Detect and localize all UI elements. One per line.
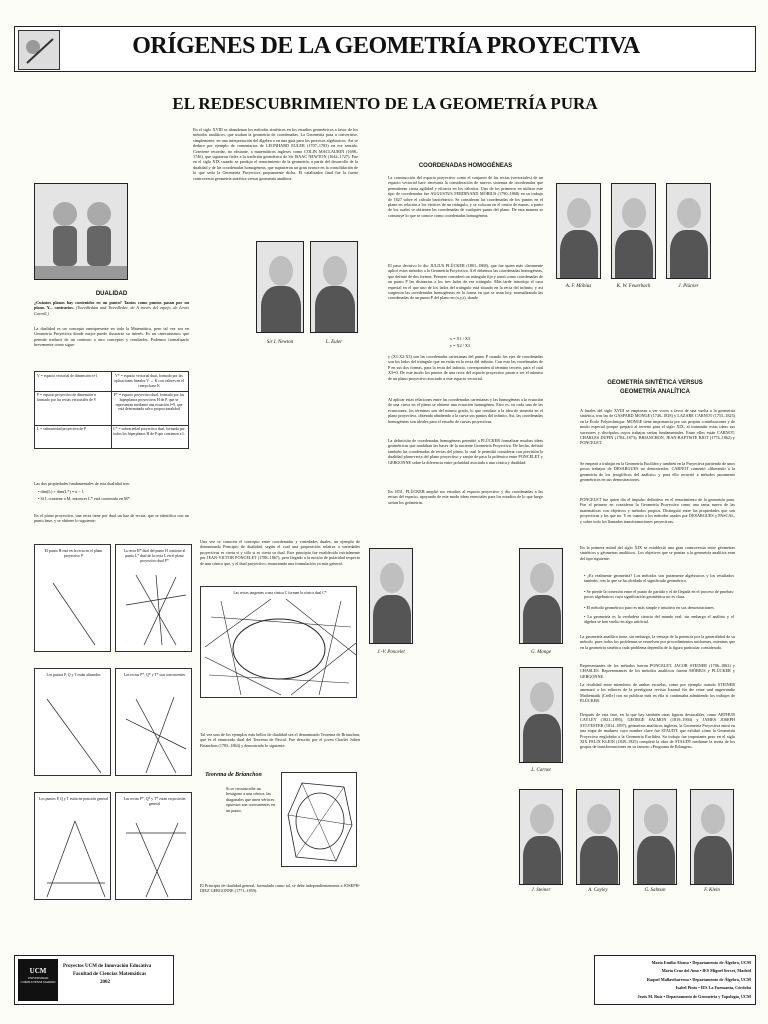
brianchon-diagram: [281, 772, 357, 867]
caption-salmon: G. Salmon: [644, 888, 666, 893]
homog-p2: El paso decisivo lo dio JULIUS PLÜCKER (1801–1868), que fue quien más claramente aplicó estos métodos a la Geometría Proyectiva. A él debemos las coordenadas homogéneas, que definió de dos formas. Primero consideró un triángulo fijo y tomó como coordenadas de un punto P las distancias a los tres lados de ese triángulo. Más tarde introdujo el caso especial en el que uno de los lados del triángulo está situado en la recta del infinito, y así surgieron las coordenadas homogéneas en la forma en que se usan hoy, normalizando las coordenadas de un punto P del plano en (x,y,t), donde: [388, 263, 543, 301]
credit-line: María Emilia Alonso • Departamento de Álgebra, UCM: [651, 960, 751, 965]
dual-diagram-caption: El punto H está en la recta en el plano proyectivo P: [44, 549, 103, 558]
duality-table-row: [35, 391, 188, 426]
portrait-klein: [690, 789, 734, 885]
ucm-logo-text: UCM: [29, 967, 47, 975]
brianchon-text: Si se circunscribe un hexágono a una cónica, las diagonales que unen vértices opuestos son concurrentes en un punto.: [226, 786, 275, 813]
synthetic-heading-1: GEOMETRÍA SINTÉTICA VERSUS: [607, 380, 703, 386]
synthetic-bullet-1: • ¿Es realmente geometría? Los métodos son puramente algebraicos y los resultados también, con lo que se ha olvidado el significado geométrico.: [584, 573, 734, 584]
duality-table-row: [35, 425, 188, 449]
portrait-newton: [256, 241, 304, 333]
tangent-caption: Las rectas tangentes a una cónica C forman la cónica dual C*: [233, 591, 327, 595]
dual-diagram-caption: Los puntos P, Q y T están en posición general: [38, 797, 109, 801]
duality-table-row: [35, 372, 188, 392]
page-title: ORÍGENES DE LA GEOMETRÍA PROYECTIVA: [132, 33, 640, 59]
duality-question: [34, 300, 189, 316]
duality-example: En el plano proyectivo, una recta tiene por dual un haz de rectas, que se identifica con un punto base, y se obtiene lo siguiente:: [34, 513, 189, 524]
homog-heading: COORDENADAS HOMOGÉNEAS: [418, 163, 513, 169]
synthetic-p8: Después de esta fase, en la que hay también otras figuras destacables, como ARTHUR CAYLEY (1821–1895), GEORGE SALMON (1819–1904) y JAMES JOSEPH SYLVESTER (1814–1897), geómetras analíticos ingleses, la Geometría Proyectiva entró en una etapa de madurez cuyo nombre clave fue STAUDT, que exhibió cómo la Geometría Proyectiva englobaba a la Geometría Euclídea. Su trabajo fue importante pero en el siglo XIX FELIX KLEIN (1849–1925) completó la obra de STAUDT mediante la teoría de los grupos de transformaciones en su famoso «Programa de Erlangen».: [580, 712, 735, 750]
diagram-line: [47, 821, 75, 897]
middle-text-2: Tal vez uno de los ejemplos más bellos de dualidad sea el denominado Teorema de Brianchon, que es el enunciado dual del Teorema de Pascal. Fue descrito por el joven Charles Julien Brianchon (1783–1864) y demostrado lo siguiente:: [200, 732, 360, 748]
dual-diagram-caption: Los puntos P, Q y T están alineados: [46, 673, 101, 677]
dual-diagram-right: [115, 668, 192, 776]
dual-diagram-caption: Las rectas P*, Q* y T* son concurrentes: [123, 673, 186, 677]
caption-newton: Sir I. Newton: [266, 340, 294, 345]
portrait-plucker: [666, 183, 711, 279]
synthetic-p2: Se empezó a trabajar en la Geometría Euclídea y también en la Proyectiva partiendo de unos pocos trabajos de DESARGUES no demostrados. CARNOT comentó «liberando a la geometría de los jeroglíficos del análisis» y para ello recurrió a métodos puramente geométricos en sus demostraciones.: [580, 461, 735, 483]
duality-table-cell: L = subvariedad proyectiva de P: [37, 427, 87, 431]
synthetic-heading-2: GEOMETRÍA ANALÍTICA: [620, 389, 690, 395]
diagram-line: [126, 595, 186, 605]
brianchon-svg: [282, 773, 358, 868]
caption-plucker: J. Plücker: [678, 284, 699, 289]
synthetic-p5: La geometría analítica tiene, sin embargo, la ventaja de la potencia por la generalidad de su método, pues todos los problemas se resuelven por procedimientos uniformes, mientras que en la geometría sintética cada problema dependía de la figura particular considerada.: [580, 634, 735, 650]
dual-diagram-svg: [116, 669, 193, 777]
tangent-conic-diagram: [200, 586, 357, 698]
homog-p3: y (X1:X2:X3) son las coordenadas cartesianas del punto P cuando los ejes de coordenadas son los lados del triángulo que no están en la recta del infinito. Con esto las coordenadas de P en sus dos formas, para la recta del infinito, corresponden al término tercero, para el cual X3=0. De este modo los puntos de una recta del espacio proyectivo pasan a ser el número de un plano proyectivo asociado a este espacio vectorial.: [388, 354, 543, 381]
diagram-line: [47, 699, 101, 773]
duality-question-text: ¿Cuántos planos hay contenidos en un punto? Tantos como puntos pasan por un plano. Y... contrarios.: [34, 300, 189, 311]
diagram-line: [144, 577, 176, 645]
portrait-steiner: [519, 789, 563, 885]
tweedle-illustration: [34, 183, 128, 280]
synthetic-p1: A finales del siglo XVIII se empiezan a ver voces a favor de una vuelta a la geometría sintética, tras las de GASPARD MONGE (1746–1818) y LAZARE CARNOT (1753–1823) en la École Polytechnique. MONGE tiene importancia por sus propias contribuciones y de modo especial porque preparó al terreno para el siglo XIX, al transmitir estas ideas sus sucesores y discípulos cuyos trabajos serían fundamentales. Entre ellos están CARNOT, CHARLES DUPIN (1784–1873), BRIANCHON, JEAN-BAPTISTE BIOT (1774–1862) y PONCELET.: [580, 408, 735, 446]
duality-table-cell: P = espacio proyectivo de dimensión n formado por las rectas vectoriales de V: [37, 393, 97, 402]
dual-diagram-svg: [35, 793, 112, 901]
portrait-cayley: [576, 789, 620, 885]
synthetic-p7: La rivalidad entre miembros de ambas escuelas, como por ejemplo cuando STEINER amenazó a los editores de la prestigiosa revista Journal für die reine und angewandte Mathematik (Crelle) con no publicar más en ella si continuaba admitiendo los trabajos de PLÜCKER.: [580, 682, 735, 704]
ucm-logo: [18, 959, 58, 1001]
homog-formula-2: y = X2 / X3: [450, 343, 471, 348]
synthetic-p6: Representantes de los métodos fueron PONCELET, JACOB STEINER (1796–1863) y CHASLES. Representantes de los métodos analíticos fueron MÖBIUS y PLÜCKER y GERGONNE.: [580, 663, 735, 679]
dual-diagram-left: [34, 792, 111, 900]
portrait-salmon: [633, 789, 677, 885]
ucm-logo-sub: UNIVERSIDAD COMPLUTENSE MADRID: [20, 976, 56, 984]
homog-p6: En 1831, PLÜCKER amplió sus estudios al espacio proyectivo y dio coordenadas a las rectas del espacio, apoyando de este modo ideas esenciales para los estudios de lo que luego serían los geómetras.: [388, 489, 543, 505]
duality-table-cell: V = espacio vectorial de dimensión n+1: [37, 374, 98, 378]
duality-table: [34, 371, 189, 449]
homog-p5: La definición de coordenadas homogéneas permitió a PLÜCKER formalizar muchas ideas geométricas que rondaban las bases de la naciente Geometría Proyectiva. De hecho, definió también las coordenadas de rectas del plano, lo cual le permitió considerar con precisión la dualidad plano-recta del plano proyectivo y zanjar de paso la polémica entre PONCELET y GERGONNE sobre la diferencia entre polaridad asociada a una cónica y dualidad.: [388, 438, 543, 465]
homog-p4: Al aplicar estas relaciones entre las coordenadas cartesianas y las homogéneas a la ecuación de una curva en el plano se obtiene una ecuación homogénea. Esto es, en cada una de las ecuaciones, los términos son del mismo grado, lo que conduce a la idea de simetría en el plano proyectivo, obtenida añadiendo a la curva sus puntos del infinito. Así, las coordenadas homogéneas son ideales para el estudio de curvas proyectivas.: [388, 397, 543, 424]
footer-left: [14, 955, 174, 1005]
middle-text-1: Una vez se conocen el concepto entre coordenadas y variedades duales, un ejemplo de denominado Principio de dualidad, según el cual una proposición relativa a variedades proyectivas es cierta si y sólo si es cierta su dual. Este principio fue establecido inicialmente por JEAN-VICTOR PONCELET (1788–1867), pero llegado a la noción de polaridad respecto de una cónica que, y el dual proyectivo, enunciando una formulación ya más general.: [200, 539, 360, 566]
footer-credits: [594, 955, 756, 1005]
tweedle-icon: [35, 184, 128, 280]
duality-props-intro: Las dos propiedades fundamentales de esta dualidad son:: [34, 481, 130, 486]
synthetic-p4: En la primera mitad del siglo XIX se estableció una gran controversia entre géometras sintéticos y géometras analíticos. Los objetivos que se ponían a la geometría analítica eran del tipo siguiente:: [580, 545, 735, 561]
diagram-line: [53, 583, 95, 645]
footer-line-3: 2002: [100, 980, 110, 985]
dual-diagram-left: [34, 668, 111, 776]
duality-table-cell: V* = espacio vectorial dual, formado por las aplicaciones lineales V → K con valores en el cuerpo base K: [114, 374, 184, 388]
portrait-poncelet: [369, 548, 413, 644]
diagram-line: [126, 719, 186, 749]
credit-line: María Cruz del Amo • IES Miguel Servet, Madrid: [661, 968, 751, 974]
diagram-line: [136, 823, 168, 897]
diagram-line: [75, 821, 105, 897]
portrait-feuerbach: [611, 183, 656, 279]
duality-table-cell: P* = espacio proyectivo dual, formado por los hiperplanos proyectivos H de P, que se representan mediante una ecuación f=0, que está determinada salvo proporcionalidad: [113, 393, 185, 412]
caption-steiner: J. Steiner: [531, 888, 551, 893]
duality-prop-1: • dim(L) + dim(L*) = n − 1: [38, 489, 84, 494]
portrait-monge: [519, 548, 563, 644]
footer-line-2: Facultad de Ciencias Matemáticas: [73, 972, 147, 977]
diagram-line: [136, 699, 176, 773]
footer-line-1: Proyectos UCM de Innovación Educativa: [63, 964, 152, 969]
dual-diagram-right: [115, 792, 192, 900]
synthetic-bullet-2: • Se pierde la conexión entre el punto de partida y el de llegada en el proceso de pruebas: pocos algebraicos cuya significación geométrica no es clara.: [584, 589, 734, 600]
duality-text: La dualidad es un concepto omnipresente en toda la Matemática, pero tal vez sea en Geometría Proyectiva donde mejor puede ilustrarse su interés. Es un «mecanismo» que permite traducir de un contexto a otro conceptos y resultados. Podemos formalizarlo brevemente como sigue:: [34, 326, 189, 348]
homog-formula-1: x = X1 / X3: [450, 336, 471, 341]
caption-klein: F. Klein: [704, 888, 720, 893]
caption-euler: L. Euler: [325, 340, 343, 345]
credit-line: Jesús M. Ruiz • Departamento de Geometría y Topología, UCM: [637, 993, 751, 999]
dual-diagram-caption: Las rectas P*, Q* y T* están en posición general: [123, 797, 186, 806]
portrait-mobius: [556, 183, 601, 279]
diagram-line: [136, 575, 176, 645]
middle-text-3: El Principio de dualidad general, formulado como tal, se debe independientemente a JOSEPH-DIEZ GERGONNE (1771–1859).: [200, 883, 360, 894]
duality-heading: DUALIDAD: [95, 291, 128, 297]
caption-mobius: A. F. Möbius: [565, 284, 592, 289]
intro-text: En el siglo XVIII se abandonan los métodos sintéticos en los estudios geométricos a favor de los métodos analíticos, que usaban la geometría de coordenadas. La Geometría pasa a convertirse, simplemente, en una interpretación del álgebra o en una guía para los procesos algebraicos. Así se deduce por ejemplo de comentarios de LEONHARD EULER (1707–1783) en ese sentido. Conviene recordar, no obstante, a matemáticos ingleses como COLIN MACLAURIN (1698–1746), que siguieron fieles a la tradición geométrica de Sir ISAAC NEWTON (1642–1727). Fue en el siglo XIX cuando se produjo el renacimiento de la geometría, a partir del desarrollo de la dualidad y de las coordenadas homogéneas, que supusieron un gran avance en la consolidación de lo que sería la Geometría Proyectiva propiamente dicha. El catalizador final fue la fuerte controversia geometría sintética versus geometría analítica.: [193, 127, 358, 181]
portrait-euler: [310, 241, 358, 333]
dual-diagram-svg: [116, 793, 193, 901]
diagram-line: [156, 575, 162, 645]
duality-table-cell: L* = subvariedad proyectiva dual, formada por todos los hiperplanos H de P que contienen a L: [113, 427, 185, 436]
caption-monge: G. Monge: [531, 650, 551, 655]
portrait-carnot: [519, 667, 563, 763]
header-bar: [14, 26, 756, 72]
caption-feuerbach: K. W. Feuerbach: [616, 284, 651, 289]
caption-carnot: L. Carnot: [531, 768, 551, 773]
synthetic-bullet-4: • La geometría es la verdadera ciencia del mundo real; sin embargo el análisis y el álgebra se han vuelto en algo artificial.: [584, 614, 734, 625]
homog-p1: La construcción del espacio proyectivo como el conjunto de las rectas (vectoriales) de un espacio vectorial hace necesaria la consideración de nuevos sistemas de coordenadas que permitieran cierta agilidad y eficacia en los cálculos. Uno de los primeros en utilizar este tipo de coordenadas fue AUGUSTUS FERDINAND MÖBIUS (1790–1868) en su trabajo de 1827 sobre el cálculo baricéntrico. Se consideran las coordenadas de los puntos en el plano en relación a los vértices de un triángulo, y se colocan en el centro de masas, a partir de los cuales se obtienen las coordenadas de cualquier punto del plano. De esta manera se construye lo que se conoce como coordenadas homogéneas.: [388, 175, 543, 218]
duality-question-note: (Tweedledum and Tweedledee, de A través del espejo, de Lewis Carroll.): [34, 305, 189, 316]
credit-line: Isabel Pinto • IES La Fuensanta, Córdoba: [675, 985, 751, 991]
brianchon-title: Teorema de Brianchon: [205, 772, 262, 778]
dual-diagram-svg: [35, 545, 112, 653]
duality-prop-2: • Si L contiene a M, entonces L* está contenido en M*.: [38, 496, 131, 501]
caption-poncelet: J.-V. Poncelet: [377, 650, 405, 655]
tangent-conic-svg: [201, 597, 358, 697]
credit-line: Raquel Mallavibarrena • Departamento de Álgebra, UCM: [646, 976, 751, 982]
dual-diagram-svg: [35, 669, 112, 777]
dual-diagram-caption: La recta H* dual del punto H contiene al punto L* dual de la recta L en el plano proyectivo dual P*: [123, 549, 186, 563]
dual-diagram-svg: [116, 545, 193, 653]
synthetic-p3: PONCELET fue quien dio el impulso definitivo en el renacimiento de la geometría pura. Fue el primero en considerar la Geometría Proyectiva como una rama nueva de las matemáticas con objetivos y métodos propios. Distinguió entre las propiedades que son proyectivas y las que no. Y en cuanto a los métodos usados por DESARGUES y PASCAL, y sobre todo los llamados transformaciones proyectivas.: [580, 497, 735, 524]
caption-cayley: A. Cayley: [588, 888, 608, 893]
dual-diagram-left: [34, 544, 111, 652]
synthetic-bullet-3: • El método geométrico puro es más simple e intuitivo en sus demostraciones.: [584, 605, 715, 610]
dual-diagram-right: [115, 544, 192, 652]
main-title: EL REDESCUBRIMIENTO DE LA GEOMETRÍA PURA: [172, 94, 598, 113]
diagram-line: [146, 823, 178, 897]
